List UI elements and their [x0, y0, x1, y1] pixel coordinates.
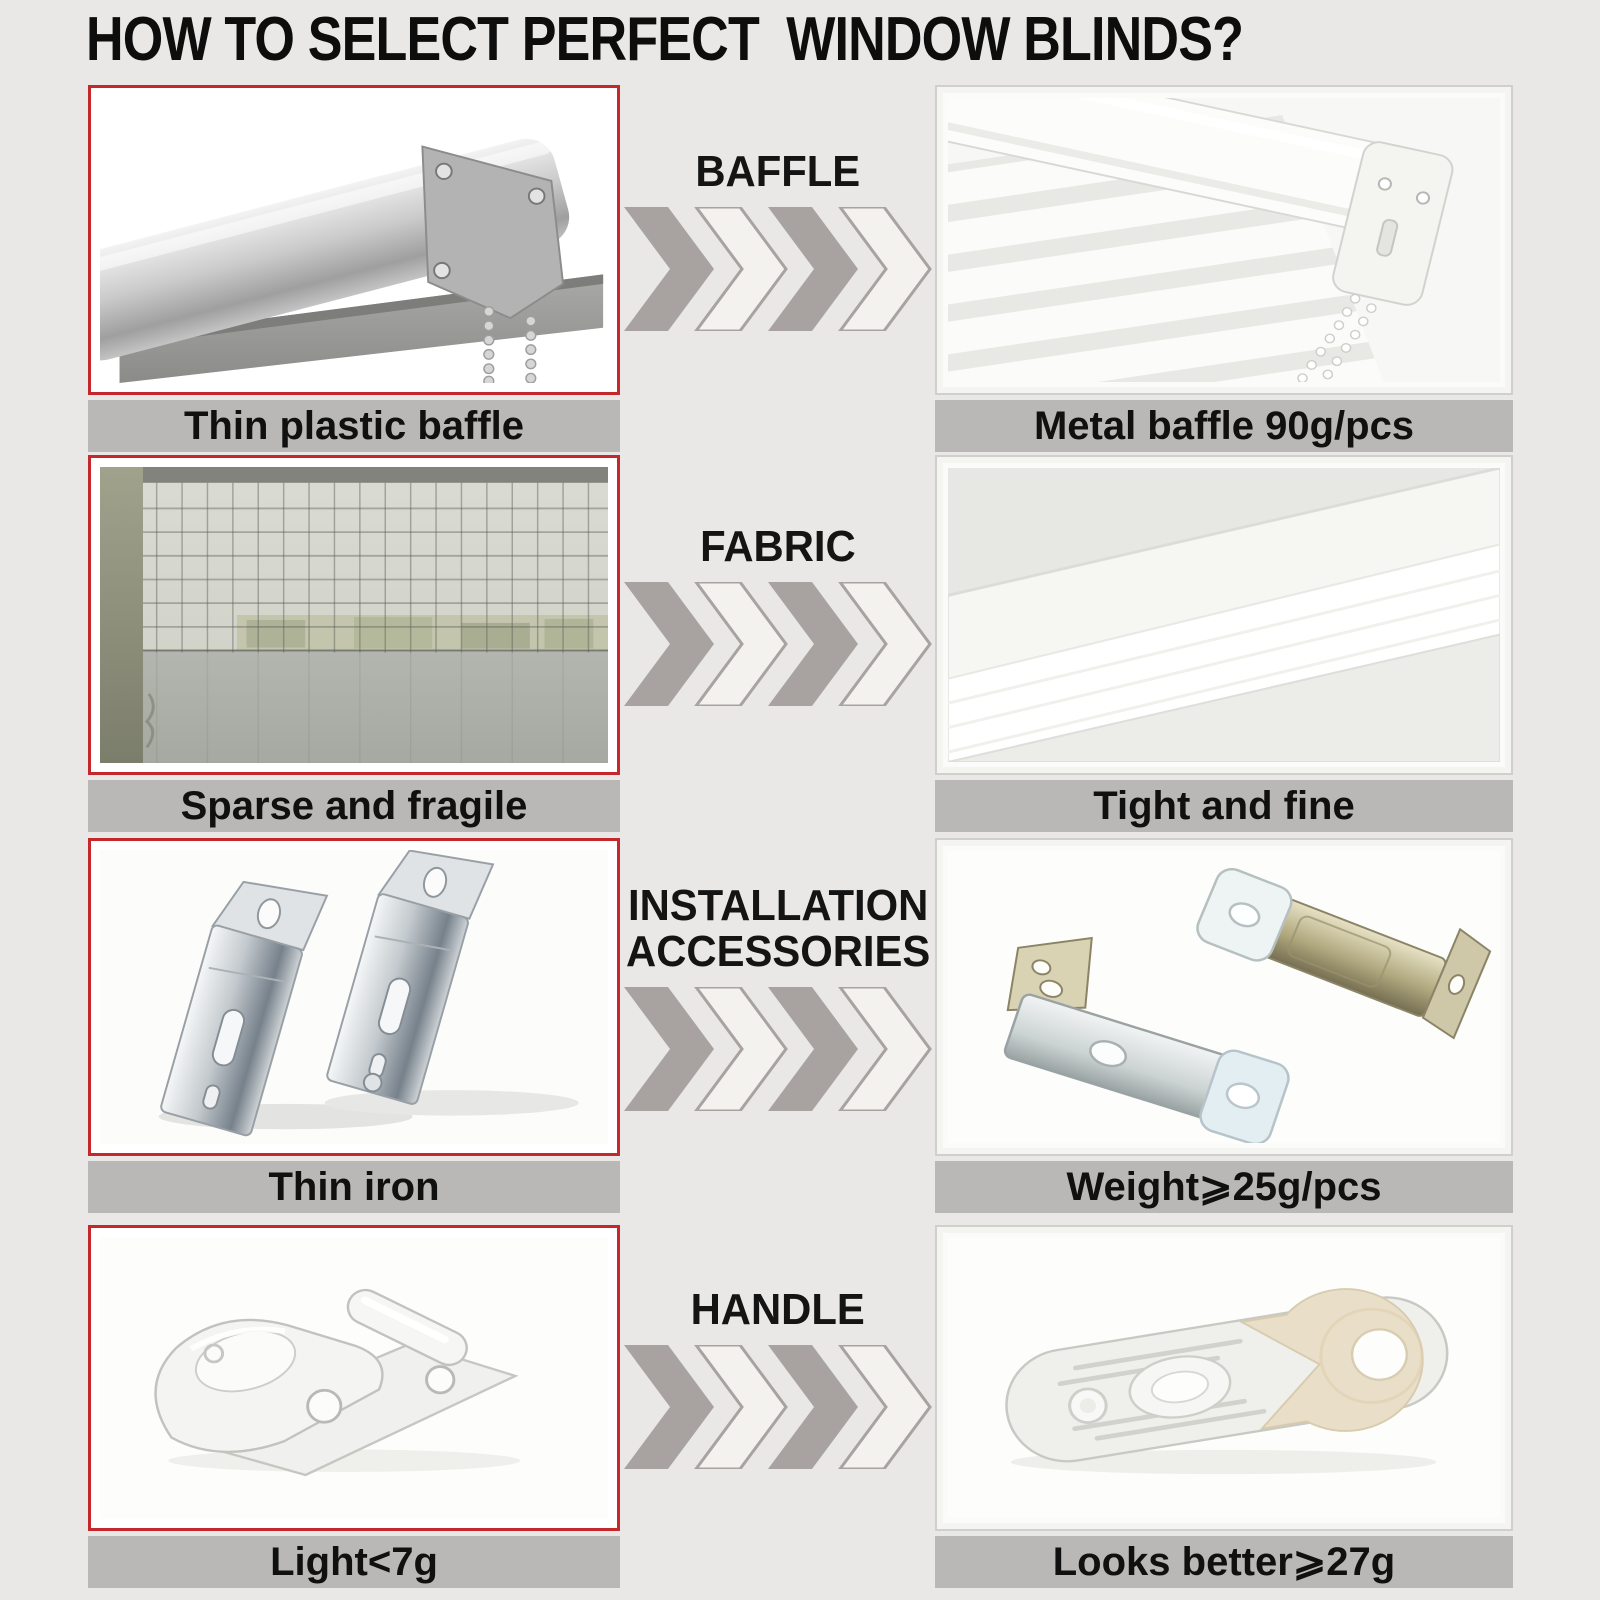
- caption-left-text: Thin iron: [268, 1165, 440, 1209]
- caption-left-text: Thin plastic baffle: [183, 404, 525, 448]
- caption-left-text: Sparse and fragile: [180, 784, 528, 828]
- caption-right: [935, 780, 1513, 832]
- clear-handle-illustration: [100, 1237, 608, 1519]
- thin-iron-brackets-photo: [88, 838, 620, 1156]
- light-clear-handle-photo: [88, 1225, 620, 1531]
- beige-tip-handle-photo: [935, 1225, 1513, 1531]
- layered-fabric-illustration: [948, 468, 1500, 762]
- caption-left: [88, 1161, 620, 1213]
- caption-left: [88, 780, 620, 832]
- heavy-metal-brackets-photo: [935, 838, 1513, 1156]
- metal-headrail-illustration: [948, 98, 1500, 382]
- caption-right-text: Metal baffle 90g/pcs: [1033, 404, 1415, 448]
- caption-left-text: Light<7g: [270, 1540, 438, 1584]
- page-title: HOW TO SELECT PERFECT WINDOW BLINDS?: [86, 5, 1244, 74]
- thin-brackets-illustration: [100, 850, 608, 1144]
- caption-right: [935, 400, 1513, 452]
- sparse-fabric-photo: [88, 455, 620, 775]
- caption-right: [935, 1161, 1513, 1213]
- chevron-arrows-icon: [624, 1345, 932, 1469]
- sparse-mesh-illustration: [100, 467, 608, 763]
- comparison-category-label: INSTALLATION ACCESSORIES: [625, 881, 931, 976]
- caption-right-text: Tight and fine: [1093, 784, 1355, 828]
- blind-headrail-illustration: [100, 97, 608, 383]
- comparison-category-label: HANDLE: [690, 1285, 866, 1335]
- chevron-arrows-icon: [624, 987, 932, 1111]
- chevron-arrows-icon: [624, 582, 932, 706]
- chevron-arrows-icon: [624, 207, 932, 331]
- caption-left: [88, 400, 620, 452]
- caption-left: [88, 1536, 620, 1588]
- tight-fine-fabric-photo: [935, 455, 1513, 775]
- caption-right-text: Weight⩾25g/pcs: [1066, 1165, 1382, 1209]
- thin-plastic-baffle-photo: [88, 85, 620, 395]
- metal-baffle-photo: [935, 85, 1513, 395]
- heavy-brackets-illustration: [948, 851, 1500, 1143]
- caption-right-text: Looks better⩾27g: [1052, 1540, 1396, 1584]
- comparison-category-label: FABRIC: [700, 522, 856, 572]
- beige-handle-illustration: [948, 1238, 1500, 1518]
- comparison-category-label: BAFFLE: [695, 147, 861, 197]
- caption-right: [935, 1536, 1513, 1588]
